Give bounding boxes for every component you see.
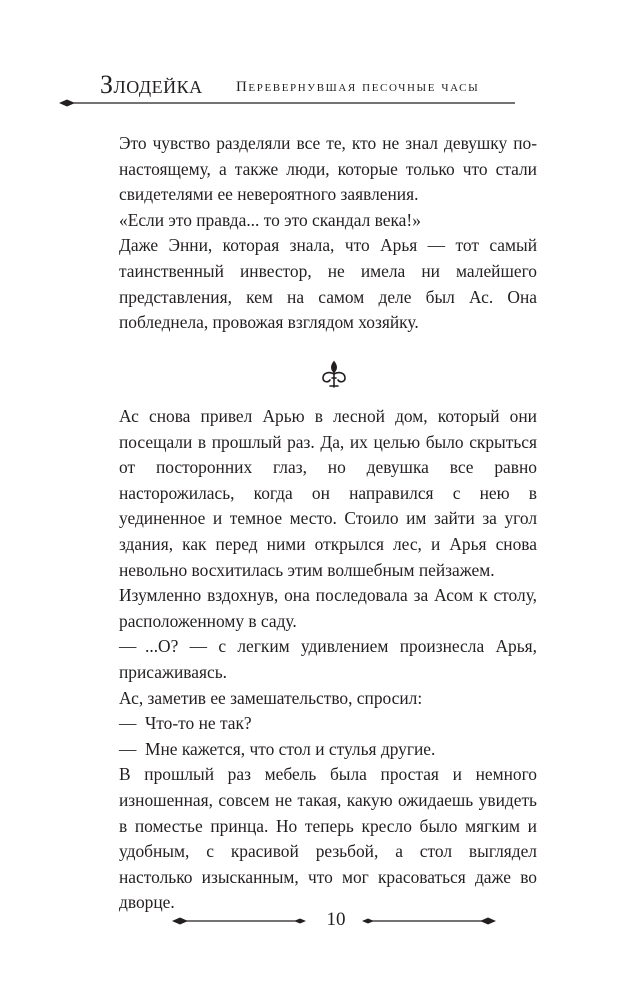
dash: — xyxy=(119,636,137,657)
footer-rule-left xyxy=(172,916,308,926)
dialog-line xyxy=(119,737,537,763)
text-section-2 xyxy=(119,404,537,916)
paragraph: Ас снова привел Арью в лесной дом, который они посещали в прошлый раз. Да, их целью было скрыться от посторонних глаз, но девушка все равно насторожилась, когда он направился с нею в уединенное и темное место. Стоило им зайти за угол здания, как перед ними открылся лес, и Арья снова невольно восхитилась этим волшебным пейзажем. xyxy=(119,406,537,580)
dash: — xyxy=(119,713,137,734)
paragraph: Ас, заметив ее замешательство, спросил: xyxy=(119,687,423,708)
dash: — xyxy=(119,738,137,759)
book-subtitle: Перевернувшая песочные часы xyxy=(236,79,480,95)
fleuron-icon xyxy=(318,360,350,390)
page-number: 10 xyxy=(326,909,346,930)
dialog-text: Что-то не так? xyxy=(145,713,252,734)
footer-rule-right xyxy=(360,916,496,926)
paragraph: В прошлый раз мебель была простая и немного изношенная, совсем не такая, какую ожидаешь увидеть в поместье принца. Но теперь кресло было мягким и удобным, с красивой резьбой, а стол выглядел настолько изысканным, что мог красоваться даже во дворце. xyxy=(119,764,537,913)
page-footer xyxy=(172,908,502,934)
paragraph: «Если это правда... то это скандал века!» xyxy=(119,209,421,230)
dialog-text: Мне кажется, что стол и стулья другие. xyxy=(145,738,436,759)
header-rule-ornament xyxy=(57,98,517,108)
dialog-line xyxy=(119,711,537,737)
paragraph: Это чувство разделяли все те, кто не знал девушку по-настоящему, а также люди, которые только что стали свидетелями ее невероятного заявления. xyxy=(119,133,537,205)
paragraph: Даже Энни, которая знала, что Арья — тот самый таинственный инвестор, не имела ни малейшего представления, кем на самом деле был Ас. Она побледнела, провожая взглядом хозяйку. xyxy=(119,235,537,333)
dialog-line xyxy=(119,634,537,685)
text-section-1 xyxy=(119,131,537,336)
paragraph: Изумленно вздохнув, она последовала за Асом к столу, расположенному в саду. xyxy=(119,585,537,631)
dialog-text: ...О? — с легким удивлением произнесла Арья, присаживаясь. xyxy=(119,636,537,682)
series-logo: Злодейка xyxy=(100,70,203,99)
